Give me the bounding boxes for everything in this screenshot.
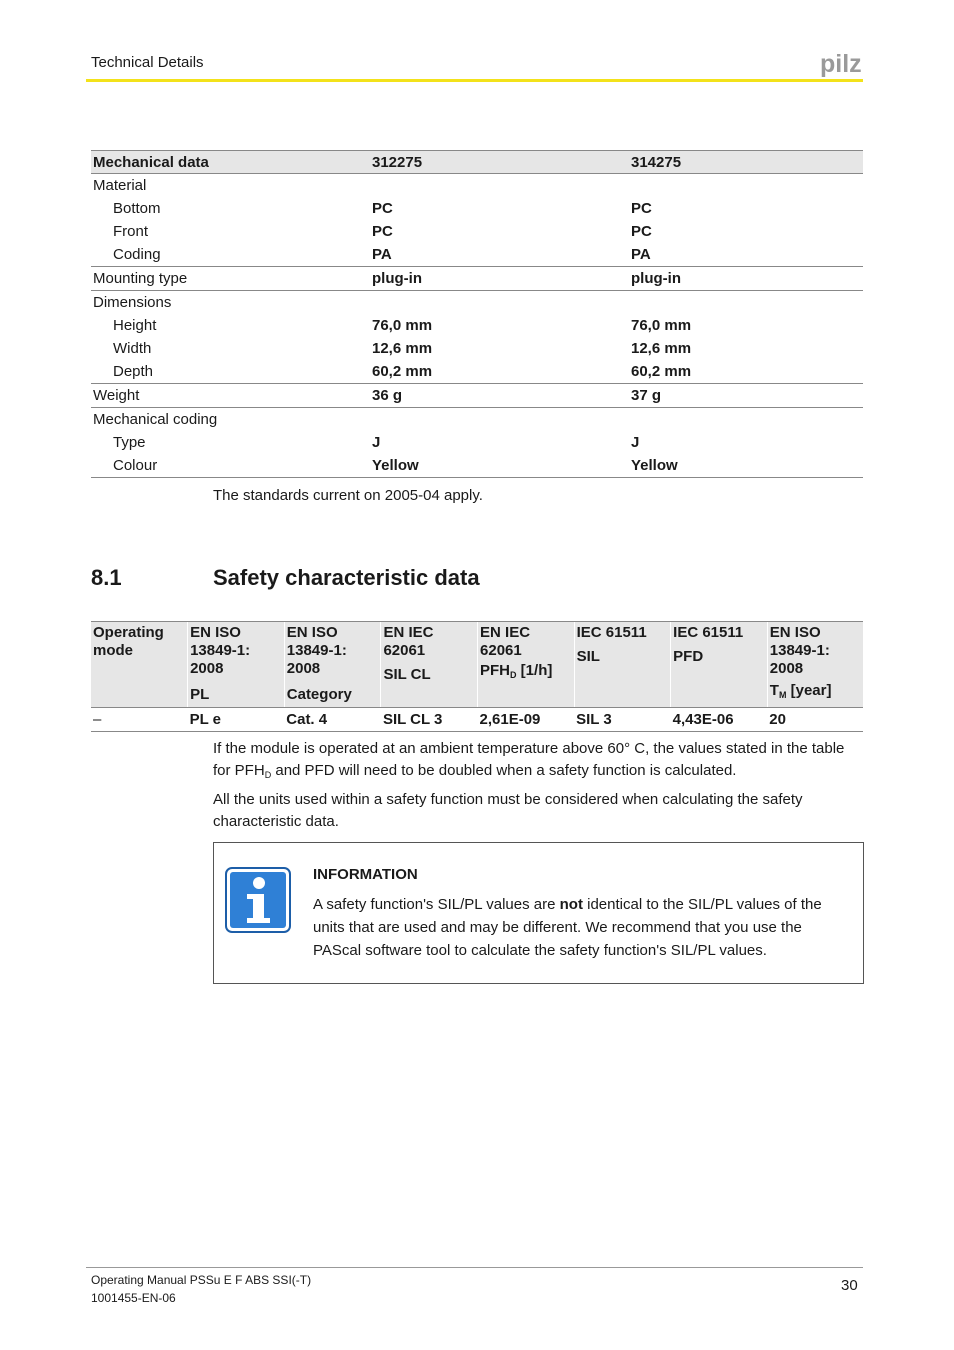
- value-314275: [629, 291, 863, 315]
- column-header: [767, 622, 863, 708]
- table-cell: 2,61E-09: [478, 708, 575, 732]
- column-header: [381, 622, 478, 708]
- table-cell: SIL CL 3: [381, 708, 478, 732]
- value-314275: [629, 174, 863, 198]
- value-312275: plug-in: [370, 267, 629, 291]
- row-label: Depth: [91, 360, 370, 384]
- table-cell: SIL 3: [574, 708, 671, 732]
- text: T: [769, 682, 779, 699]
- pilz-logo: pilz: [820, 50, 862, 78]
- value-312275: PC: [372, 223, 393, 240]
- column-header: [91, 622, 188, 708]
- text: SIL: [576, 648, 600, 665]
- header-cell: 312275: [370, 151, 629, 174]
- value-312275: 76,0 mm: [372, 317, 433, 334]
- value-312275: Yellow: [370, 454, 629, 478]
- column-standard: EN IEC 62061: [480, 624, 531, 659]
- table-row: [91, 220, 863, 243]
- header-rule: [86, 79, 863, 82]
- subscript: M: [778, 690, 787, 700]
- value-314275: 76,0 mm: [631, 317, 692, 334]
- text: identical to the SIL/PL values of the units that are used and may be different. We recommend that you use the PAScal software tool to calculate the safety function's SIL/PL values.: [313, 896, 822, 959]
- value-314275: 60,2 mm: [629, 360, 863, 384]
- table-cell: 20: [767, 708, 863, 732]
- text: PFH: [480, 662, 511, 679]
- information-icon: [225, 867, 291, 933]
- table-row: [91, 431, 863, 454]
- table-cell: PL e: [188, 708, 285, 732]
- table-row: [91, 360, 863, 384]
- footer-manual-title: Operating Manual PSSu E F ABS SSI(-T): [91, 1273, 312, 1287]
- page-number: 30: [841, 1277, 858, 1294]
- value-312275: J: [372, 434, 381, 451]
- table-row: [91, 174, 863, 198]
- value-314275: 37 g: [629, 384, 863, 408]
- text: SIL CL: [383, 666, 431, 683]
- column-header: [478, 622, 575, 708]
- text: If the module is operated at an ambient temperature above 60° C, the values stated in the table for PFH: [213, 740, 845, 779]
- value-314275: [629, 408, 863, 432]
- information-box: [213, 842, 864, 984]
- section-title: Safety characteristic data: [213, 565, 480, 590]
- mechanical-table-header: [91, 151, 863, 174]
- table-row: [91, 291, 863, 315]
- table-row: [91, 337, 863, 360]
- column-parameter: [577, 648, 600, 666]
- table-row: [91, 408, 863, 432]
- table-cell: Cat. 4: [284, 708, 381, 732]
- column-standard: IEC 61511: [576, 624, 647, 641]
- header-cell: 314275: [629, 151, 863, 174]
- table-row: [91, 454, 863, 478]
- temperature-note: [213, 738, 863, 786]
- column-parameter: [770, 682, 832, 704]
- column-standard: EN ISO 13849-1: 2008: [769, 624, 830, 677]
- text: and PFD will need to be doubled when a safety function is calculated.: [271, 762, 737, 779]
- value-312275: PC: [372, 200, 393, 217]
- safety-table-header: [91, 622, 863, 708]
- column-header: [188, 622, 285, 708]
- section-number: 8.1: [91, 565, 122, 590]
- value-314275: PA: [629, 243, 863, 267]
- text: [1/h]: [516, 662, 553, 679]
- value-312275: 36 g: [370, 384, 629, 408]
- mechanical-data-table: [91, 150, 863, 478]
- text: PFD: [673, 648, 704, 665]
- information-text: [313, 893, 853, 962]
- standards-note: The standards current on 2005-04 apply.: [213, 487, 483, 504]
- value-314275: PC: [631, 200, 652, 217]
- table-row: [91, 314, 863, 337]
- row-label: Type: [113, 434, 146, 451]
- column-parameter: [673, 648, 703, 666]
- subscript: D: [510, 670, 517, 680]
- value-312275: PA: [370, 243, 629, 267]
- column-standard: EN ISO 13849-1: 2008: [286, 624, 347, 677]
- row-label: Bottom: [113, 200, 161, 217]
- table-cell: –: [91, 708, 188, 732]
- column-header: [671, 622, 768, 708]
- emphasis: not: [559, 896, 583, 913]
- column-parameter: [383, 666, 430, 684]
- value-312275: 12,6 mm: [372, 340, 433, 357]
- column-header: [284, 622, 381, 708]
- row-label: Material: [93, 177, 147, 194]
- value-314275: J: [631, 434, 640, 451]
- units-note: All the units used within a safety function must be considered when calculating the safety characteristic data.: [213, 791, 803, 830]
- table-row: [91, 267, 863, 291]
- column-parameter: [480, 662, 552, 684]
- text: Category: [286, 686, 352, 703]
- footer-rule: [86, 1267, 863, 1268]
- column-standard: Operating mode: [93, 624, 164, 659]
- header-cell: Mechanical data: [91, 151, 370, 174]
- column-standard: EN ISO 13849-1: 2008: [190, 624, 251, 677]
- value-314275: PC: [631, 223, 652, 240]
- column-standard: IEC 61511: [673, 624, 744, 641]
- table-row: [91, 197, 863, 220]
- text: A safety function's SIL/PL values are: [313, 896, 560, 913]
- information-title: INFORMATION: [313, 866, 418, 883]
- footer-doc-number: 1001455-EN-06: [91, 1291, 176, 1305]
- safety-data-table: [91, 621, 863, 732]
- value-314275: Yellow: [629, 454, 863, 478]
- value-312275: 60,2 mm: [370, 360, 629, 384]
- table-row: [91, 708, 863, 732]
- row-label: Mounting type: [91, 267, 370, 291]
- value-314275: plug-in: [629, 267, 863, 291]
- row-label: Front: [113, 223, 149, 240]
- value-312275: [370, 408, 629, 432]
- table-row: [91, 243, 863, 267]
- column-standard: EN IEC 62061: [383, 624, 434, 659]
- row-label: Mechanical coding: [93, 411, 218, 428]
- column-parameter: [190, 686, 209, 704]
- column-parameter: [287, 686, 352, 704]
- table-cell: 4,43E-06: [671, 708, 768, 732]
- row-label: Dimensions: [93, 294, 172, 311]
- column-header: [574, 622, 671, 708]
- row-label: Weight: [91, 384, 370, 408]
- value-312275: [370, 291, 629, 315]
- value-312275: [370, 174, 629, 198]
- row-label: Height: [113, 317, 157, 334]
- value-314275: 12,6 mm: [631, 340, 692, 357]
- table-row: [91, 384, 863, 408]
- row-label: Width: [113, 340, 152, 357]
- header-section-title: Technical Details: [91, 54, 204, 71]
- text: PL: [190, 686, 210, 703]
- row-label: Colour: [91, 454, 370, 478]
- subscript: D: [264, 770, 272, 780]
- row-label: Coding: [91, 243, 370, 267]
- text: [year]: [786, 682, 832, 699]
